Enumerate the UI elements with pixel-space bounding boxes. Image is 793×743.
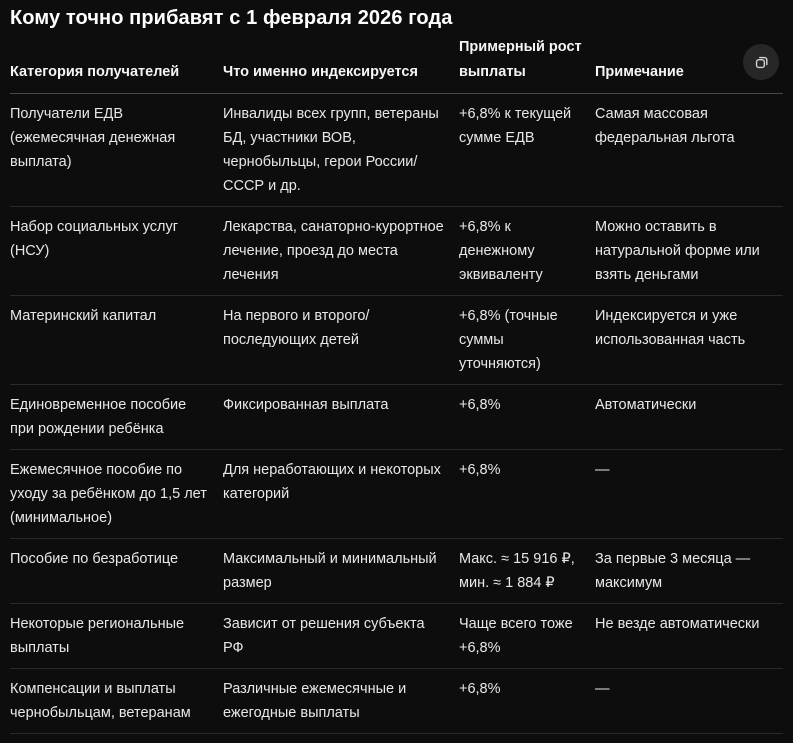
cell-note: За первые 3 месяца — максимум <box>595 539 783 604</box>
table-row <box>10 604 783 669</box>
cell-what-indexed: Инвалиды всех групп, ветераны БД, участники ВОВ, чернобыльцы, герои России/СССР и др. <box>223 94 459 207</box>
cell-what-indexed: Зависит от решения субъекта РФ <box>223 604 459 669</box>
table-row <box>10 539 783 604</box>
copy-icon <box>753 54 770 71</box>
cell-note: Можно оставить в натуральной форме или взять деньгами <box>595 207 783 296</box>
cell-growth: +6,8% <box>459 669 595 734</box>
table-row <box>10 207 783 296</box>
cell-note: — <box>595 450 783 539</box>
cell-note: Не везде автоматически <box>595 604 783 669</box>
cell-growth: +6,8% <box>459 385 595 450</box>
column-header-note: Примечание <box>595 35 783 94</box>
cell-what-indexed: Различные ежемесячные и ежегодные выплаты <box>223 669 459 734</box>
cell-growth: Чаще всего тоже +6,8% <box>459 604 595 669</box>
cell-category: Ежемесячное пособие по уходу за ребёнком до 1,5 лет (минимальное) <box>10 450 223 539</box>
cell-note: Автоматически <box>595 385 783 450</box>
table-row <box>10 296 783 385</box>
table-row <box>10 94 783 207</box>
cell-growth: +6,8% к текущей сумме ЕДВ <box>459 94 595 207</box>
cell-what-indexed: Лекарства, санаторно-курортное лечение, проезд до места лечения <box>223 207 459 296</box>
page-title: Кому точно прибавят с 1 февраля 2026 года <box>10 7 453 29</box>
cell-category: Материнский капитал <box>10 296 223 385</box>
cell-category: Единовременное пособие при рождении ребёнка <box>10 385 223 450</box>
table-header-row <box>10 35 783 94</box>
cell-growth: +6,8% (точные суммы уточняются) <box>459 296 595 385</box>
cell-category: Пособие по безработице <box>10 539 223 604</box>
cell-category: Некоторые региональные выплаты <box>10 604 223 669</box>
copy-table-button[interactable] <box>743 44 779 80</box>
column-header-category: Категория получателей <box>10 35 223 94</box>
cell-category: Набор социальных услуг (НСУ) <box>10 207 223 296</box>
cell-growth: Макс. ≈ 15 916 ₽, мин. ≈ 1 884 ₽ <box>459 539 595 604</box>
payments-table <box>10 35 783 734</box>
table-row <box>10 385 783 450</box>
cell-note: Индексируется и уже использованная часть <box>595 296 783 385</box>
table-row <box>10 450 783 539</box>
cell-category: Получатели ЕДВ (ежемесячная денежная выплата) <box>10 94 223 207</box>
cell-category: Компенсации и выплаты чернобыльцам, ветеранам <box>10 669 223 734</box>
column-header-growth: Примерный рост выплаты <box>459 35 595 94</box>
column-header-what-indexed: Что именно индексируется <box>223 35 459 94</box>
cell-note: — <box>595 669 783 734</box>
cell-note: Самая массовая федеральная льгота <box>595 94 783 207</box>
table-row <box>10 669 783 734</box>
cell-growth: +6,8% к денежному эквиваленту <box>459 207 595 296</box>
cell-growth: +6,8% <box>459 450 595 539</box>
cell-what-indexed: На первого и второго/последующих детей <box>223 296 459 385</box>
cell-what-indexed: Для неработающих и некоторых категорий <box>223 450 459 539</box>
cell-what-indexed: Фиксированная выплата <box>223 385 459 450</box>
cell-what-indexed: Максимальный и минимальный размер <box>223 539 459 604</box>
